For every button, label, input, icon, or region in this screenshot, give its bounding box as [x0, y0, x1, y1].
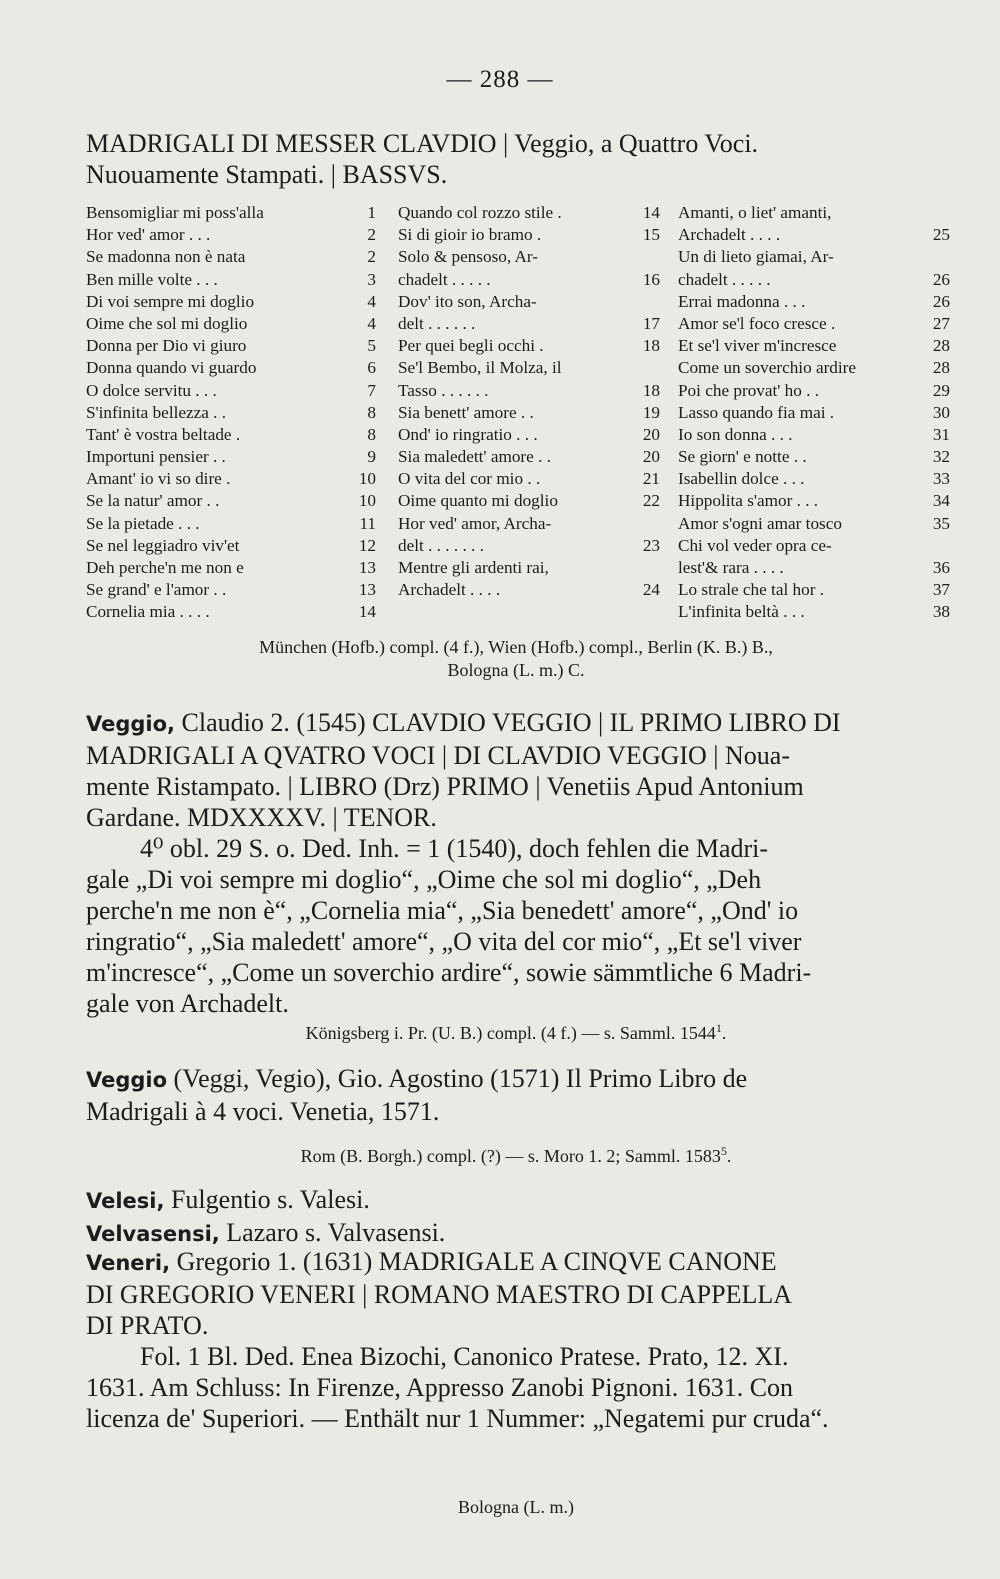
index-number: 10: [358, 469, 376, 489]
index-title: Hor ved' amor, Archa-: [398, 513, 552, 533]
page-number: — 288 —: [446, 66, 554, 93]
index-number: [634, 557, 660, 579]
index-title: O vita del cor mio . .: [398, 469, 541, 489]
index-title: Oime quanto mi doglio: [398, 491, 558, 511]
index-title: Archadelt . . . .: [398, 580, 501, 600]
index-row: [678, 601, 950, 623]
index-title: delt . . . . . .: [398, 313, 476, 333]
index-title: lest'& rara . . . .: [678, 558, 784, 577]
index-row: [398, 202, 660, 224]
index-row: [678, 513, 950, 535]
index-row: [398, 557, 660, 579]
index-row: [86, 313, 376, 335]
index-title: Amor se'l foco cresce .: [678, 313, 836, 333]
index-number: 33: [932, 469, 950, 489]
index-number: 18: [642, 380, 660, 400]
index-number: 13: [358, 558, 376, 577]
entry-veneri: [86, 1246, 946, 1434]
index-row: [678, 313, 950, 335]
intro-line: Nuouamente Stampati. | BASSVS.: [86, 160, 448, 189]
index-row: [678, 380, 950, 402]
location-line: Bologna (L. m.) C.: [447, 660, 585, 680]
index-number: 20: [642, 447, 660, 467]
entry-title: Fulgentio s. Valesi.: [164, 1185, 370, 1214]
index-number: 34: [932, 491, 950, 511]
entry-line: MADRIGALI A QVATRO VOCI | DI CLAVDIO VEGGIO | Noua-: [86, 741, 790, 770]
entry-location: Bologna (L. m.): [458, 1497, 574, 1517]
index-row: [398, 380, 660, 402]
index-number: 4: [367, 313, 376, 333]
entry-line: gale von Archadelt.: [86, 989, 289, 1018]
index-row: [678, 446, 950, 468]
index-row: [398, 468, 660, 490]
index-number: [634, 291, 660, 313]
index-number: 21: [642, 469, 660, 489]
index-number: [924, 246, 950, 268]
index-title: Archadelt . . . .: [678, 225, 781, 245]
entry-line: gale „Di voi sempre mi doglio“, „Oime che sol mi doglio“, „Deh: [86, 865, 762, 894]
index-title: Cornelia mia . . . .: [86, 602, 210, 622]
index-row: [86, 202, 376, 224]
index-column-2: [398, 202, 660, 601]
index-title: Sia maledett' amore . .: [398, 447, 551, 467]
index-title: delt . . . . . . .: [398, 535, 484, 555]
index-row: [398, 224, 660, 246]
index-title: Se la pietade . . .: [86, 513, 200, 533]
intro-heading: [86, 128, 946, 190]
entry-line: licenza de' Superiori. — Enthält nur 1 Nummer: „Negatemi pur cruda“.: [86, 1404, 829, 1433]
index-row: [678, 202, 950, 224]
index-row: [86, 446, 376, 468]
index-number: 10: [358, 491, 376, 511]
index-title: Lo strale che tal hor .: [678, 580, 825, 600]
index-number: 7: [367, 380, 376, 400]
entry-line: Madrigali à 4 voci. Venetia, 1571.: [86, 1097, 440, 1126]
index-row: [398, 513, 660, 535]
index-row: [398, 357, 660, 379]
index-row: [678, 468, 950, 490]
index-row: [86, 335, 376, 357]
index-number: [634, 246, 660, 268]
index-number: 28: [932, 336, 950, 356]
entry-location: Königsberg i. Pr. (U. B.) compl. (4 f.) — s. Samml. 1544$^1$.: [305, 1021, 727, 1043]
index-row: [678, 557, 950, 579]
index-row: [398, 490, 660, 512]
index-title: Amanti, o liet' amanti,: [678, 203, 832, 222]
index-number: 1: [367, 203, 376, 222]
entry-line: mente Ristampato. | LIBRO (Drz) PRIMO | Venetiis Apud Antonium: [86, 772, 804, 801]
index-row: [86, 513, 376, 535]
library-locations: [86, 636, 946, 682]
index-title: Hor ved' amor . . .: [86, 225, 211, 245]
index-title: Poi che provat' ho . .: [678, 380, 820, 400]
index-title: Tant' è vostra beltade .: [86, 424, 241, 444]
entry-line: 1631. Am Schluss: In Firenze, Appresso Zanobi Pignoni. 1631. Con: [86, 1373, 794, 1402]
index-title: S'infinita bellezza . .: [86, 402, 227, 422]
index-title: Hippolita s'amor . . .: [678, 491, 819, 511]
entry-line: Gardane. MDXXXXV. | TENOR.: [86, 803, 437, 832]
index-title: Di voi sempre mi doglio: [86, 291, 255, 311]
index-title: Un di lieto giamai, Ar-: [678, 247, 834, 267]
entry-location: Rom (B. Borgh.) compl. (?) — s. Moro 1. 2; Samml. 1583$^5$.: [300, 1144, 732, 1166]
index-title: Et se'l viver m'increscе: [678, 336, 837, 356]
entry-headword: Veggio: [86, 1068, 168, 1092]
index-row: [86, 380, 376, 402]
index-row: [678, 269, 950, 291]
index-number: 12: [358, 535, 376, 555]
index-number: 9: [367, 447, 376, 467]
index-row: [678, 490, 950, 512]
index-number: 26: [932, 291, 950, 311]
index-number: 2: [367, 247, 376, 267]
index-number: 14: [358, 602, 376, 622]
index-row: [398, 402, 660, 424]
index-title: Amant' io vi so dire .: [86, 469, 231, 489]
intro-line: MADRIGALI DI MESSER CLAVDIO | Veggio, a Quattro Voci.: [86, 129, 759, 158]
index-number: 4: [367, 291, 376, 311]
index-title: L'infinita beltà . . .: [678, 602, 805, 622]
index-number: 32: [932, 447, 950, 467]
index-row: [678, 357, 950, 379]
index-row: [86, 224, 376, 246]
index-row: [678, 402, 950, 424]
index-number: 13: [358, 580, 376, 600]
index-row: [86, 490, 376, 512]
index-number: 6: [367, 358, 376, 378]
index-row: [86, 468, 376, 490]
index-row: [86, 246, 376, 268]
index-row: [678, 535, 950, 557]
index-number: 26: [932, 269, 950, 289]
index-title: Chi vol veder opra ce-: [678, 535, 832, 555]
index-row: [398, 269, 660, 291]
index-row: [86, 357, 376, 379]
index-number: 38: [932, 602, 950, 622]
index-row: [86, 291, 376, 313]
index-title: Donna per Dio vi giuro: [86, 336, 247, 356]
index-title: Mentre gli ardenti rai,: [398, 558, 549, 577]
entry-line: DI GREGORIO VENERI | ROMANO MAESTRO DI CAPPELLA: [86, 1280, 793, 1309]
index-number: 29: [932, 380, 950, 400]
entry-title: Gregorio 1. (1631) MADRIGALE A CINQVE CANONE: [170, 1247, 777, 1276]
index-number: 23: [642, 535, 660, 555]
index-number: [634, 357, 660, 379]
index-title: O dolce servitu . . .: [86, 380, 217, 400]
index-title: Solo & pensoso, Ar-: [398, 247, 539, 267]
entry-headword: Veneri,: [86, 1251, 171, 1275]
index-number: 8: [367, 402, 376, 422]
index-row: [86, 601, 376, 623]
index-title: Isabellin dolce . . .: [678, 469, 805, 489]
index-title: Si di gioir io bramo .: [398, 225, 542, 245]
index-number: 30: [932, 402, 950, 422]
index-number: 17: [642, 313, 660, 333]
index-number: 22: [642, 491, 660, 511]
index-title: Ond' io ringratio . . .: [398, 424, 538, 444]
index-number: 35: [932, 513, 950, 533]
index-number: 31: [932, 424, 950, 444]
index-title: Ben mille volte . . .: [86, 269, 218, 289]
entry-line: DI PRATO.: [86, 1311, 209, 1340]
index-number: 19: [642, 402, 660, 422]
index-title: Oime che sol mi doglio: [86, 313, 248, 333]
entry-title: (Veggi, Vegio), Gio. Agostino (1571) Il Primo Libro de: [167, 1064, 748, 1093]
index-row: [678, 579, 950, 601]
index-row: [398, 579, 660, 601]
index-row: [678, 424, 950, 446]
index-row: [398, 291, 660, 313]
index-number: 11: [359, 513, 376, 533]
entry-line: 4⁰ obl. 29 S. o. Ded. Inh. = 1 (1540), doch fehlen die Madri-: [140, 834, 769, 863]
entry-line: m'increscе“, „Come un soverchio ardire“, sowie sämmtliche 6 Madri-: [86, 958, 812, 987]
index-number: 20: [642, 424, 660, 444]
index-title: Se giorn' e notte . .: [678, 447, 807, 467]
index-title: Se grand' e l'amor . .: [86, 580, 227, 600]
index-row: [398, 446, 660, 468]
entry-headword: Velesi,: [86, 1189, 165, 1213]
index-number: 8: [367, 424, 376, 444]
index-number: 16: [642, 269, 660, 289]
index-number: 28: [932, 358, 950, 378]
index-title: Lasso quando fia mai .: [678, 402, 835, 422]
index-row: [86, 579, 376, 601]
index-title: Quando col rozzo stile .: [398, 203, 562, 222]
index-row: [398, 246, 660, 268]
index-title: Come un soverchio ardire: [678, 358, 857, 378]
index-number: 24: [642, 580, 660, 600]
index-row: [678, 224, 950, 246]
index-title: chadelt . . . . .: [678, 269, 771, 289]
entry-line: perche'n me non è“, „Cornelia mia“, „Sia benedett' amore“, „Ond' io: [86, 896, 799, 925]
index-row: [398, 535, 660, 557]
index-number: [924, 535, 950, 557]
index-title: Amor s'ogni amar tosco: [678, 513, 842, 533]
index-row: [398, 424, 660, 446]
index-column-3: [678, 202, 950, 624]
index-number: 25: [932, 225, 950, 245]
index-number: 3: [367, 269, 376, 289]
index-number: 37: [932, 580, 950, 600]
index-row: [86, 535, 376, 557]
entry-headword: Veggio,: [86, 712, 176, 736]
index-title: Sia benett' amore . .: [398, 402, 534, 422]
index-number: 14: [642, 203, 660, 222]
index-number: [924, 202, 950, 224]
entry-headword: Velvasensi,: [86, 1222, 220, 1246]
index-row: [86, 269, 376, 291]
entry-title: Lazaro s. Valvasensi.: [219, 1218, 446, 1247]
index-title: Bensomigliar mi poss'alla: [86, 203, 264, 222]
index-title: Importuni pensier . .: [86, 447, 226, 467]
index-number: 2: [367, 225, 376, 245]
index-row: [86, 424, 376, 446]
index-number: 27: [932, 313, 950, 333]
entry-line: Fol. 1 Bl. Ded. Enea Bizochi, Canonico Pratese. Prato, 12. XI.: [140, 1342, 789, 1371]
index-row: [86, 557, 376, 579]
index-column-1: [86, 202, 376, 624]
index-title: Donna quando vi guardo: [86, 358, 257, 378]
location-line: München (Hofb.) compl. (4 f.), Wien (Hofb.) compl., Berlin (K. B.) B.,: [259, 637, 773, 657]
index-number: 5: [367, 336, 376, 356]
index-title: Se nel leggiadro viv'et: [86, 535, 240, 555]
index-title: Io son donna . . .: [678, 424, 793, 444]
index-row: [678, 291, 950, 313]
index-row: [398, 335, 660, 357]
index-row: [86, 402, 376, 424]
entry-veggio-agostino: [86, 1063, 946, 1127]
index-title: Deh perche'n me non e: [86, 558, 244, 577]
entry-veggio-claudio: [86, 707, 946, 1019]
index-number: [634, 513, 660, 535]
index-title: Per quei begli occhi .: [398, 336, 544, 356]
index-number: 18: [642, 336, 660, 356]
index-title: Se la natur' amor . .: [86, 491, 220, 511]
entry-line: ringratio“, „Sia maledett' amore“, „O vita del cor mio“, „Et se'l viver: [86, 927, 802, 956]
index-row: [678, 246, 950, 268]
index-title: chadelt . . . . .: [398, 269, 491, 289]
entry-title: Claudio 2. (1545) CLAVDIO VEGGIO | IL PRIMO LIBRO DI: [175, 708, 841, 737]
index-number: 15: [642, 225, 660, 245]
index-row: [398, 313, 660, 335]
index-row: [678, 335, 950, 357]
index-title: Dov' ito son, Archa-: [398, 291, 537, 311]
index-title: Errai madonna . . .: [678, 291, 806, 311]
index-title: Se madonna non è nata: [86, 247, 246, 267]
index-title: Se'l Bembo, il Molza, il: [398, 358, 562, 378]
index-title: Tasso . . . . . .: [398, 380, 489, 400]
index-number: 36: [932, 558, 950, 577]
entry-cross-references: [86, 1184, 946, 1250]
